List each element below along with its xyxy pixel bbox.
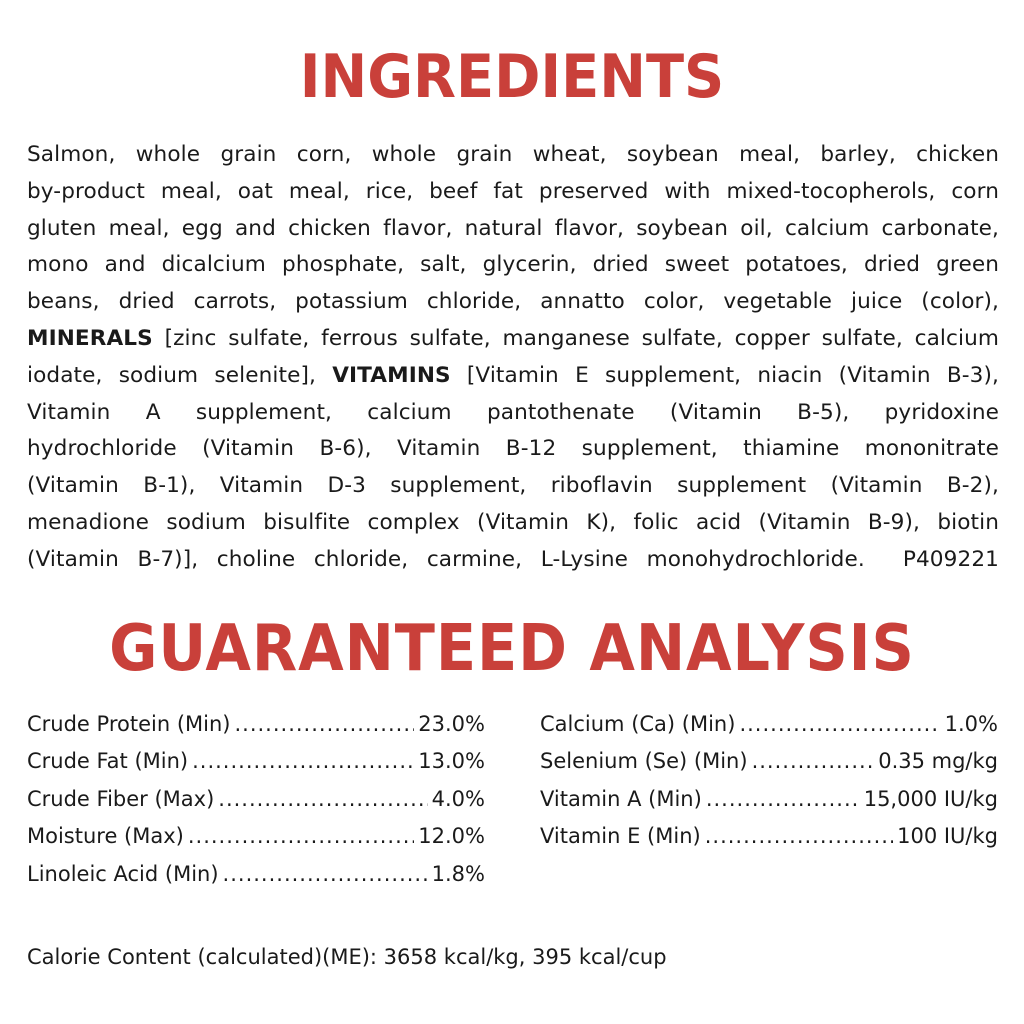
analysis-label: Calcium (Ca) (Min) (540, 712, 736, 736)
analysis-value: 100 IU/kg (897, 824, 998, 849)
analysis-row (540, 781, 998, 818)
ingredients-line (27, 358, 999, 395)
leader-dots (192, 743, 414, 780)
ingredients-line: Salmon, whole grain corn, whole grain wheat, soybean meal, barley, chicken (27, 142, 999, 167)
ingredients-line (27, 542, 999, 579)
product-code: P409221 (902, 546, 999, 572)
calorie-content: Calorie Content (calculated)(ME): 3658 kcal/kg, 395 kcal/cup (27, 945, 667, 969)
analysis-row (27, 743, 485, 780)
vitamins-text: [Vitamin E supplement, niacin (Vitamin B-3), (466, 362, 999, 388)
leader-dots (218, 781, 427, 818)
analysis-row (540, 706, 998, 743)
guaranteed-analysis-heading: GUARANTEED ANALYSIS (109, 612, 915, 686)
analysis-label: Crude Protein (Min) (27, 712, 231, 736)
analysis-value: 0.35 mg/kg (878, 749, 998, 774)
analysis-value: 13.0% (418, 749, 485, 774)
leader-dots (706, 781, 860, 818)
ingredients-line: by-product meal, oat meal, rice, beef fat preserved with mixed-tocopherols, corn (27, 178, 999, 204)
leader-dots (739, 706, 940, 743)
vitamins-label: VITAMINS (332, 362, 451, 388)
minerals-text: [zinc sulfate, ferrous sulfate, manganese sulfate, copper sulfate, calcium (164, 325, 999, 351)
analysis-row (27, 818, 485, 855)
minerals-label: MINERALS (27, 325, 153, 351)
leader-dots (234, 706, 414, 743)
analysis-value: 23.0% (418, 712, 485, 736)
analysis-right-column (540, 706, 998, 856)
ingredients-list (27, 137, 999, 579)
leader-dots (705, 818, 893, 855)
analysis-value: 12.0% (418, 824, 485, 849)
analysis-row (27, 706, 485, 743)
analysis-left-column (27, 706, 485, 893)
ingredients-line: hydrochloride (Vitamin B-6), Vitamin B-12 supplement, thiamine mononitrate (27, 436, 999, 462)
ingredients-line: (Vitamin B-1), Vitamin D-3 supplement, riboflavin supplement (Vitamin B-2), (27, 473, 999, 499)
ingredients-line: menadione sodium bisulfite complex (Vitamin K), folic acid (Vitamin B-9), biotin (27, 509, 999, 535)
ingredients-line: gluten meal, egg and chicken flavor, natural flavor, soybean oil, calcium carbonate, (27, 215, 999, 241)
analysis-value: 4.0% (431, 786, 485, 811)
analysis-label: Linoleic Acid (Min) (27, 861, 219, 886)
analysis-row (540, 818, 998, 855)
analysis-label: Vitamin A (Min) (540, 786, 702, 811)
ingredients-heading: INGREDIENTS (299, 42, 725, 112)
leader-dots (752, 743, 875, 780)
analysis-label: Vitamin E (Min) (540, 824, 701, 849)
analysis-label: Crude Fiber (Max) (27, 786, 215, 811)
analysis-row (540, 743, 998, 780)
analysis-label: Moisture (Max) (27, 824, 184, 849)
analysis-value: 15,000 IU/kg (863, 786, 998, 811)
ingredients-line: beans, dried carrots, potassium chloride, annatto color, vegetable juice (color), (27, 289, 999, 315)
ingredients-line: mono and dicalcium phosphate, salt, glycerin, dried sweet potatoes, dried green (27, 252, 999, 278)
analysis-row (27, 781, 485, 818)
analysis-label: Selenium (Se) (Min) (540, 749, 748, 774)
analysis-value: 1.8% (431, 861, 485, 886)
leader-dots (223, 856, 428, 893)
ingredients-line (27, 321, 999, 358)
analysis-row (27, 856, 485, 893)
ingredients-line: Vitamin A supplement, calcium pantothenate (Vitamin B-5), pyridoxine (27, 399, 999, 425)
analysis-label: Crude Fat (Min) (27, 749, 189, 774)
ingredients-last-text: (Vitamin B-7)], choline chloride, carmine, L-Lysine monohydrochloride. (27, 546, 865, 572)
analysis-value: 1.0% (944, 712, 998, 736)
minerals-text: iodate, sodium selenite], (27, 362, 316, 388)
leader-dots (188, 818, 414, 855)
